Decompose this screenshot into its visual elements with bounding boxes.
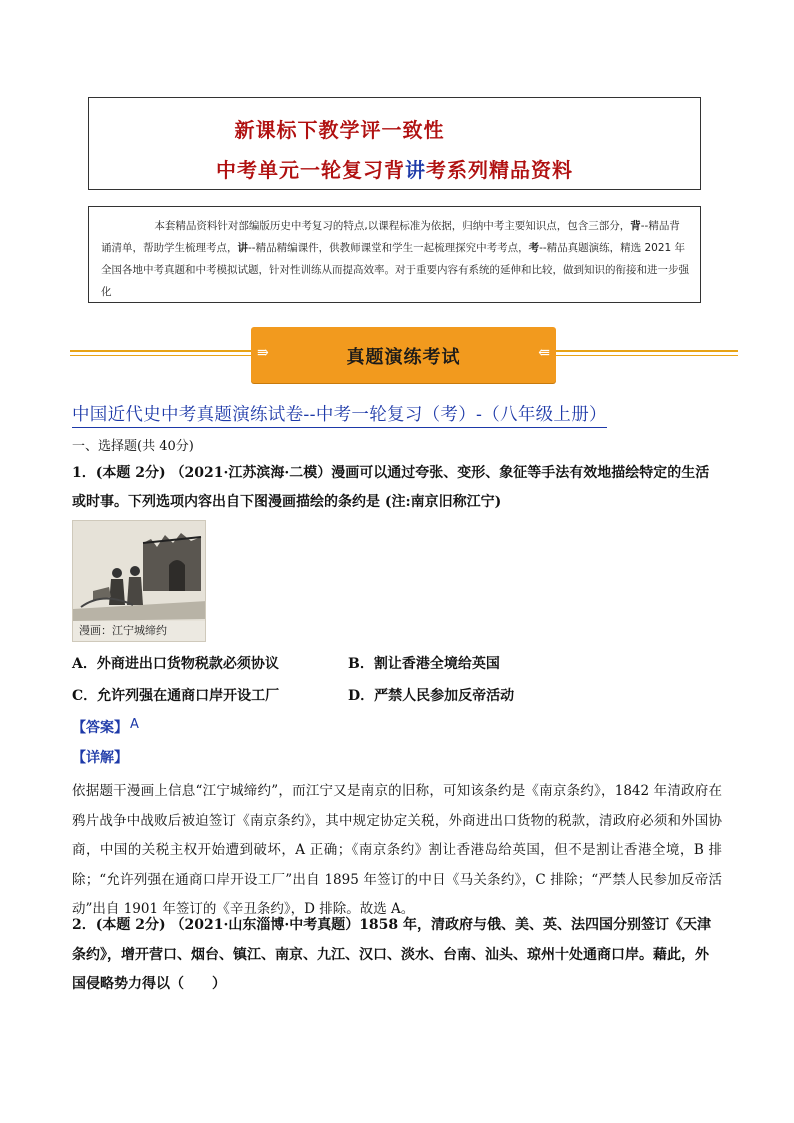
intro-part-2: --精品背诵清单，帮助学生梳理考点， [101, 220, 680, 254]
intro-box [88, 206, 701, 303]
question-1-stem: 1．(本题 2分) （2021·江苏滨海·二模）漫画可以通过夸张、变形、象征等手法有效地描绘特定的生活或时事。下列选项内容出自下图漫画描绘的条约是 (注:南京旧称江宁) [72, 465, 710, 510]
detail-label: 【详解】 [72, 750, 128, 766]
option-a: A．外商进出口货物税款必须协议 [72, 656, 279, 672]
banner-arrow-right-icon: ⇚ [538, 345, 550, 361]
cartoon-image [72, 520, 206, 642]
title-bei: 背 [384, 158, 405, 182]
intro-kao: 考 [528, 242, 540, 254]
title-line-1: 新课标下教学评一致性 [234, 118, 445, 142]
intro-bei: 背 [630, 220, 641, 232]
option-c: C．允许列强在通商口岸开设工厂 [72, 688, 280, 704]
title-line-2-pre: 中考单元一轮复习 [216, 158, 384, 182]
title-kao: 考 [426, 158, 447, 182]
answer-value: A [130, 717, 139, 732]
section-title: 一、选择题(共 40分) [72, 439, 194, 454]
intro-part-3: --精品精编课件，供教师课堂和学生一起梳理探究中考考点， [248, 242, 529, 254]
option-d: D．严禁人民参加反帝活动 [348, 688, 515, 704]
option-b: B．割让香港全境给英国 [348, 656, 500, 672]
detail-paragraph: 依据题干漫画上信息“江宁城缔约”，而江宁又是南京的旧称，可知该条约是《南京条约》，1842 年清政府在鸦片战争中战败后被迫签订《南京条约》，其中规定协定关税，外商进出口货物的税款，清政府必须和外国协商，中国的关税主权开始遭到破坏，A 正确；《南京条约》割让香港岛给英国，但不是割让香港全境，B 排除；“允许列强在通商口岸开设工厂”出自 1895 年签订的中日《马关条约》，C 排除；“严禁人民参加反帝活动”出自 1901 年签订的《辛丑条约》，D 排除。故选 A。 [72, 783, 722, 917]
intro-part-1: 本套精品资料针对部编版历史中考复习的特点,以课程标准为依据，归纳中考主要知识点，包含三部分， [154, 220, 631, 232]
title-box [88, 97, 701, 190]
intro-jiang: 讲 [237, 242, 248, 254]
question-2-stem: 2．(本题 2分) （2021·山东淄博·中考真题）1858 年，清政府与俄、美、英、法四国分别签订《天津条约》，增开营口、烟台、镇江、南京、九江、汉口、淡水、台南、汕头、琼州十处通商口岸。藉此，外国侵略势力得以（ ） [72, 917, 712, 992]
cartoon-caption: 漫画：江宁城缔约 [79, 624, 167, 637]
answer-label: 【答案】 [72, 720, 128, 736]
document-heading: 中国近代史中考真题演练试卷--中考一轮复习（考）-（八年级上册） [72, 401, 607, 428]
title-line-2-post: 系列精品资料 [447, 158, 573, 182]
section-banner [251, 327, 556, 383]
title-jiang: 讲 [405, 158, 426, 182]
banner-arrow-left-icon: ⇛ [257, 345, 269, 361]
banner-title: 真题演练考试 [346, 347, 461, 368]
title-line-2 [89, 154, 700, 183]
intro-part-4: --精品真题演练，精选 2021 年全国各地中考真题和中考模拟试题，针对性训练从而提高效率。对于重要内容有系统的延伸和比较，做到知识的衔接和进一步强化 [101, 242, 689, 298]
